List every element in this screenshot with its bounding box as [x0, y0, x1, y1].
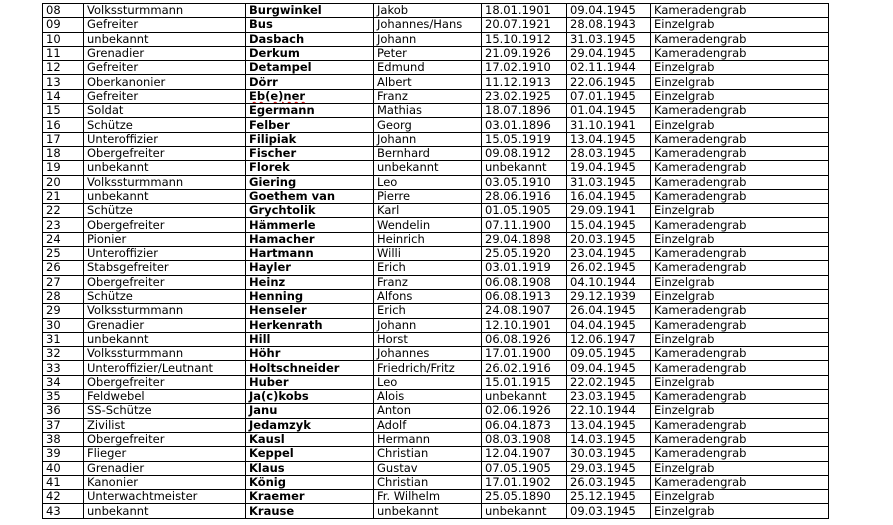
firstname-cell: Christian: [374, 475, 482, 489]
rank-cell: Grenadier: [84, 46, 246, 60]
rank-cell: Oberkanonier: [84, 75, 246, 89]
table-row: [43, 232, 829, 246]
row-number-cell: 15: [43, 104, 84, 118]
row-number-cell: 24: [43, 232, 84, 246]
surname-cell: Kraemer: [246, 490, 374, 504]
birth-date-cell: 03.01.1919: [482, 261, 567, 275]
surname-cell: Janu: [246, 404, 374, 418]
surname-cell: Hill: [246, 332, 374, 346]
birth-date-cell: 20.07.1921: [482, 18, 567, 32]
birth-date-cell: unbekannt: [482, 504, 567, 518]
rank-cell: unbekannt: [84, 332, 246, 346]
table-row: [43, 490, 829, 504]
death-date-cell: 29.04.1945: [567, 46, 651, 60]
surname-cell: Hämmerle: [246, 218, 374, 232]
row-number-cell: 26: [43, 261, 84, 275]
grave-type-cell: Kameradengrab: [651, 390, 829, 404]
firstname-cell: Albert: [374, 75, 482, 89]
birth-date-cell: 15.10.1912: [482, 32, 567, 46]
row-number-cell: 40: [43, 461, 84, 475]
surname-cell: Fischer: [246, 146, 374, 160]
row-number-cell: 16: [43, 118, 84, 132]
firstname-cell: Friedrich/Fritz: [374, 361, 482, 375]
grave-type-cell: Kameradengrab: [651, 304, 829, 318]
rank-cell: Pionier: [84, 232, 246, 246]
death-date-cell: 22.02.1945: [567, 375, 651, 389]
death-date-cell: 13.04.1945: [567, 418, 651, 432]
table-row: [43, 204, 829, 218]
rank-cell: Obergefreiter: [84, 146, 246, 160]
death-date-cell: 29.03.1945: [567, 461, 651, 475]
grave-list-body: [43, 4, 829, 519]
row-number-cell: 22: [43, 204, 84, 218]
table-row: [43, 46, 829, 60]
grave-type-cell: Kameradengrab: [651, 161, 829, 175]
firstname-cell: Erich: [374, 261, 482, 275]
firstname-cell: Anton: [374, 404, 482, 418]
grave-type-cell: Kameradengrab: [651, 247, 829, 261]
rank-cell: Schütze: [84, 204, 246, 218]
table-row: [43, 161, 829, 175]
table-row: [43, 118, 829, 132]
birth-date-cell: 03.05.1910: [482, 175, 567, 189]
grave-type-cell: Kameradengrab: [651, 218, 829, 232]
death-date-cell: 26.03.1945: [567, 475, 651, 489]
death-date-cell: 26.02.1945: [567, 261, 651, 275]
table-row: [43, 75, 829, 89]
birth-date-cell: 26.02.1916: [482, 361, 567, 375]
birth-date-cell: 18.01.1901: [482, 4, 567, 18]
birth-date-cell: unbekannt: [482, 161, 567, 175]
birth-date-cell: 25.05.1920: [482, 247, 567, 261]
grave-list-table: [42, 3, 829, 519]
birth-date-cell: 25.05.1890: [482, 490, 567, 504]
row-number-cell: 34: [43, 375, 84, 389]
birth-date-cell: 12.10.1901: [482, 318, 567, 332]
grave-type-cell: Einzelgrab: [651, 332, 829, 346]
surname-cell: Filipiak: [246, 132, 374, 146]
birth-date-cell: 06.08.1926: [482, 332, 567, 346]
firstname-cell: Edmund: [374, 61, 482, 75]
row-number-cell: 42: [43, 490, 84, 504]
firstname-cell: Karl: [374, 204, 482, 218]
rank-cell: Volkssturmmann: [84, 175, 246, 189]
table-row: [43, 61, 829, 75]
death-date-cell: 31.03.1945: [567, 175, 651, 189]
firstname-cell: Mathias: [374, 104, 482, 118]
grave-type-cell: Einzelgrab: [651, 232, 829, 246]
firstname-cell: Johannes: [374, 347, 482, 361]
row-number-cell: 13: [43, 75, 84, 89]
table-row: [43, 247, 829, 261]
birth-date-cell: unbekannt: [482, 390, 567, 404]
firstname-cell: Alois: [374, 390, 482, 404]
table-row: [43, 404, 829, 418]
rank-cell: Gefreiter: [84, 18, 246, 32]
table-row: [43, 89, 829, 103]
table-row: [43, 218, 829, 232]
birth-date-cell: 06.08.1913: [482, 289, 567, 303]
rank-cell: Volkssturmmann: [84, 347, 246, 361]
grave-type-cell: Einzelgrab: [651, 204, 829, 218]
surname-cell: Grychtolik: [246, 204, 374, 218]
grave-type-cell: Einzelgrab: [651, 18, 829, 32]
firstname-cell: Johann: [374, 132, 482, 146]
row-number-cell: 38: [43, 432, 84, 446]
firstname-cell: Leo: [374, 375, 482, 389]
firstname-cell: Leo: [374, 175, 482, 189]
surname-cell: Ja(c)kobs: [246, 390, 374, 404]
firstname-cell: unbekannt: [374, 161, 482, 175]
row-number-cell: 30: [43, 318, 84, 332]
firstname-cell: Johann: [374, 318, 482, 332]
birth-date-cell: 29.04.1898: [482, 232, 567, 246]
grave-type-cell: Einzelgrab: [651, 75, 829, 89]
firstname-cell: unbekannt: [374, 504, 482, 518]
death-date-cell: 26.04.1945: [567, 304, 651, 318]
rank-cell: Schütze: [84, 289, 246, 303]
grave-type-cell: Einzelgrab: [651, 490, 829, 504]
row-number-cell: 19: [43, 161, 84, 175]
surname-cell: Keppel: [246, 447, 374, 461]
surname-cell: Henning: [246, 289, 374, 303]
rank-cell: Unteroffizier: [84, 132, 246, 146]
grave-type-cell: Einzelgrab: [651, 61, 829, 75]
rank-cell: Feldwebel: [84, 390, 246, 404]
death-date-cell: 16.04.1945: [567, 189, 651, 203]
grave-type-cell: Kameradengrab: [651, 132, 829, 146]
death-date-cell: 09.04.1945: [567, 4, 651, 18]
death-date-cell: 23.04.1945: [567, 247, 651, 261]
firstname-cell: Gustav: [374, 461, 482, 475]
birth-date-cell: 06.04.1873: [482, 418, 567, 432]
grave-type-cell: Kameradengrab: [651, 175, 829, 189]
birth-date-cell: 15.05.1919: [482, 132, 567, 146]
birth-date-cell: 17.01.1900: [482, 347, 567, 361]
table-row: [43, 361, 829, 375]
birth-date-cell: 17.02.1910: [482, 61, 567, 75]
death-date-cell: 20.03.1945: [567, 232, 651, 246]
rank-cell: Obergefreiter: [84, 218, 246, 232]
table-row: [43, 375, 829, 389]
death-date-cell: 29.09.1941: [567, 204, 651, 218]
firstname-cell: Georg: [374, 118, 482, 132]
death-date-cell: 19.04.1945: [567, 161, 651, 175]
surname-cell: Burgwinkel: [246, 4, 374, 18]
death-date-cell: 22.06.1945: [567, 75, 651, 89]
row-number-cell: 43: [43, 504, 84, 518]
row-number-cell: 23: [43, 218, 84, 232]
firstname-cell: Erich: [374, 304, 482, 318]
table-row: [43, 390, 829, 404]
firstname-cell: Heinrich: [374, 232, 482, 246]
surname-cell: Hayler: [246, 261, 374, 275]
grave-type-cell: Einzelgrab: [651, 89, 829, 103]
grave-type-cell: Einzelgrab: [651, 375, 829, 389]
firstname-cell: Wendelin: [374, 218, 482, 232]
row-number-cell: 11: [43, 46, 84, 60]
grave-type-cell: Einzelgrab: [651, 118, 829, 132]
surname-cell: Huber: [246, 375, 374, 389]
death-date-cell: 12.06.1947: [567, 332, 651, 346]
row-number-cell: 36: [43, 404, 84, 418]
row-number-cell: 29: [43, 304, 84, 318]
surname-cell: Höhr: [246, 347, 374, 361]
birth-date-cell: 21.09.1926: [482, 46, 567, 60]
rank-cell: Schütze: [84, 118, 246, 132]
row-number-cell: 33: [43, 361, 84, 375]
table-row: [43, 189, 829, 203]
grave-type-cell: Einzelgrab: [651, 404, 829, 418]
death-date-cell: 09.04.1945: [567, 361, 651, 375]
grave-type-cell: Kameradengrab: [651, 361, 829, 375]
surname-cell: Felber: [246, 118, 374, 132]
table-row: [43, 261, 829, 275]
surname-cell: Goethem van: [246, 189, 374, 203]
surname-cell: Egermann: [246, 104, 374, 118]
rank-cell: Zivilist: [84, 418, 246, 432]
table-row: [43, 461, 829, 475]
firstname-cell: Johannes/Hans: [374, 18, 482, 32]
rank-cell: Obergefreiter: [84, 275, 246, 289]
grave-type-cell: Kameradengrab: [651, 347, 829, 361]
row-number-cell: 25: [43, 247, 84, 261]
grave-type-cell: Kameradengrab: [651, 475, 829, 489]
table-row: [43, 304, 829, 318]
firstname-cell: Hermann: [374, 432, 482, 446]
rank-cell: Stabsgefreiter: [84, 261, 246, 275]
firstname-cell: Willi: [374, 247, 482, 261]
grave-type-cell: Einzelgrab: [651, 275, 829, 289]
grave-type-cell: Kameradengrab: [651, 418, 829, 432]
grave-type-cell: Kameradengrab: [651, 32, 829, 46]
surname-cell: Klaus: [246, 461, 374, 475]
death-date-cell: 09.03.1945: [567, 504, 651, 518]
death-date-cell: 09.05.1945: [567, 347, 651, 361]
grave-type-cell: Kameradengrab: [651, 447, 829, 461]
surname-cell: Dasbach: [246, 32, 374, 46]
rank-cell: Grenadier: [84, 461, 246, 475]
row-number-cell: 41: [43, 475, 84, 489]
birth-date-cell: 09.08.1912: [482, 146, 567, 160]
table-row: [43, 318, 829, 332]
grave-type-cell: Einzelgrab: [651, 504, 829, 518]
table-row: [43, 289, 829, 303]
surname-cell: Jedamzyk: [246, 418, 374, 432]
row-number-cell: 20: [43, 175, 84, 189]
table-row: [43, 475, 829, 489]
table-row: [43, 447, 829, 461]
row-number-cell: 27: [43, 275, 84, 289]
grave-type-cell: Kameradengrab: [651, 261, 829, 275]
birth-date-cell: 12.04.1907: [482, 447, 567, 461]
rank-cell: Obergefreiter: [84, 432, 246, 446]
birth-date-cell: 07.05.1905: [482, 461, 567, 475]
row-number-cell: 31: [43, 332, 84, 346]
birth-date-cell: 17.01.1902: [482, 475, 567, 489]
firstname-cell: Bernhard: [374, 146, 482, 160]
grave-type-cell: Kameradengrab: [651, 104, 829, 118]
death-date-cell: 30.03.1945: [567, 447, 651, 461]
death-date-cell: 23.03.1945: [567, 390, 651, 404]
firstname-cell: Horst: [374, 332, 482, 346]
row-number-cell: 18: [43, 146, 84, 160]
death-date-cell: 14.03.1945: [567, 432, 651, 446]
surname-cell: Holtschneider: [246, 361, 374, 375]
grave-type-cell: Kameradengrab: [651, 432, 829, 446]
grave-type-cell: Kameradengrab: [651, 4, 829, 18]
rank-cell: SS-Schütze: [84, 404, 246, 418]
grave-type-cell: Kameradengrab: [651, 189, 829, 203]
surname-cell: Giering: [246, 175, 374, 189]
surname-cell: Herkenrath: [246, 318, 374, 332]
death-date-cell: 31.03.1945: [567, 32, 651, 46]
table-row: [43, 132, 829, 146]
firstname-cell: Peter: [374, 46, 482, 60]
table-row: [43, 275, 829, 289]
table-row: [43, 332, 829, 346]
birth-date-cell: 02.06.1926: [482, 404, 567, 418]
table-row: [43, 418, 829, 432]
surname-cell: Kausl: [246, 432, 374, 446]
surname-cell: Eb(e)ner: [246, 89, 374, 103]
death-date-cell: 04.04.1945: [567, 318, 651, 332]
grave-type-cell: Einzelgrab: [651, 461, 829, 475]
death-date-cell: 04.10.1944: [567, 275, 651, 289]
surname-cell: Hamacher: [246, 232, 374, 246]
table-row: [43, 432, 829, 446]
row-number-cell: 08: [43, 4, 84, 18]
rank-cell: Unteroffizier: [84, 247, 246, 261]
surname-cell: Bus: [246, 18, 374, 32]
grave-type-cell: Kameradengrab: [651, 318, 829, 332]
rank-cell: unbekannt: [84, 189, 246, 203]
surname-cell: König: [246, 475, 374, 489]
rank-cell: Obergefreiter: [84, 375, 246, 389]
rank-cell: Unteroffizier/Leutnant: [84, 361, 246, 375]
death-date-cell: 15.04.1945: [567, 218, 651, 232]
row-number-cell: 17: [43, 132, 84, 146]
birth-date-cell: 11.12.1913: [482, 75, 567, 89]
row-number-cell: 10: [43, 32, 84, 46]
rank-cell: Gefreiter: [84, 89, 246, 103]
table-row: [43, 4, 829, 18]
birth-date-cell: 07.11.1900: [482, 218, 567, 232]
birth-date-cell: 15.01.1915: [482, 375, 567, 389]
rank-cell: Gefreiter: [84, 61, 246, 75]
death-date-cell: 28.08.1943: [567, 18, 651, 32]
table-row: [43, 504, 829, 518]
firstname-cell: Johann: [374, 32, 482, 46]
row-number-cell: 12: [43, 61, 84, 75]
death-date-cell: 13.04.1945: [567, 132, 651, 146]
table-row: [43, 175, 829, 189]
rank-cell: Flieger: [84, 447, 246, 461]
table-row: [43, 104, 829, 118]
firstname-cell: Alfons: [374, 289, 482, 303]
surname-cell: Heinz: [246, 275, 374, 289]
grave-type-cell: Kameradengrab: [651, 146, 829, 160]
death-date-cell: 22.10.1944: [567, 404, 651, 418]
death-date-cell: 28.03.1945: [567, 146, 651, 160]
birth-date-cell: 06.08.1908: [482, 275, 567, 289]
surname-cell: Derkum: [246, 46, 374, 60]
row-number-cell: 21: [43, 189, 84, 203]
death-date-cell: 29.12.1939: [567, 289, 651, 303]
table-row: [43, 347, 829, 361]
rank-cell: unbekannt: [84, 32, 246, 46]
firstname-cell: Christian: [374, 447, 482, 461]
birth-date-cell: 18.07.1896: [482, 104, 567, 118]
birth-date-cell: 23.02.1925: [482, 89, 567, 103]
birth-date-cell: 08.03.1908: [482, 432, 567, 446]
rank-cell: Kanonier: [84, 475, 246, 489]
firstname-cell: Franz: [374, 89, 482, 103]
rank-cell: Soldat: [84, 104, 246, 118]
firstname-cell: Pierre: [374, 189, 482, 203]
death-date-cell: 31.10.1941: [567, 118, 651, 132]
firstname-cell: Franz: [374, 275, 482, 289]
birth-date-cell: 03.01.1896: [482, 118, 567, 132]
table-row: [43, 18, 829, 32]
rank-cell: Unterwachtmeister: [84, 490, 246, 504]
death-date-cell: 01.04.1945: [567, 104, 651, 118]
surname-cell: Krause: [246, 504, 374, 518]
death-date-cell: 07.01.1945: [567, 89, 651, 103]
surname-cell: Detampel: [246, 61, 374, 75]
surname-cell: Hartmann: [246, 247, 374, 261]
death-date-cell: 02.11.1944: [567, 61, 651, 75]
row-number-cell: 28: [43, 289, 84, 303]
row-number-cell: 37: [43, 418, 84, 432]
birth-date-cell: 24.08.1907: [482, 304, 567, 318]
death-date-cell: 25.12.1945: [567, 490, 651, 504]
row-number-cell: 09: [43, 18, 84, 32]
rank-cell: Volkssturmmann: [84, 304, 246, 318]
firstname-cell: Jakob: [374, 4, 482, 18]
grave-type-cell: Kameradengrab: [651, 46, 829, 60]
row-number-cell: 32: [43, 347, 84, 361]
rank-cell: unbekannt: [84, 504, 246, 518]
table-row: [43, 32, 829, 46]
rank-cell: Volkssturmmann: [84, 4, 246, 18]
surname-cell: Henseler: [246, 304, 374, 318]
birth-date-cell: 28.06.1916: [482, 189, 567, 203]
row-number-cell: 35: [43, 390, 84, 404]
rank-cell: unbekannt: [84, 161, 246, 175]
firstname-cell: Adolf: [374, 418, 482, 432]
firstname-cell: Fr. Wilhelm: [374, 490, 482, 504]
table-row: [43, 146, 829, 160]
rank-cell: Grenadier: [84, 318, 246, 332]
birth-date-cell: 01.05.1905: [482, 204, 567, 218]
grave-type-cell: Einzelgrab: [651, 289, 829, 303]
row-number-cell: 14: [43, 89, 84, 103]
surname-cell: Dörr: [246, 75, 374, 89]
surname-cell: Florek: [246, 161, 374, 175]
row-number-cell: 39: [43, 447, 84, 461]
